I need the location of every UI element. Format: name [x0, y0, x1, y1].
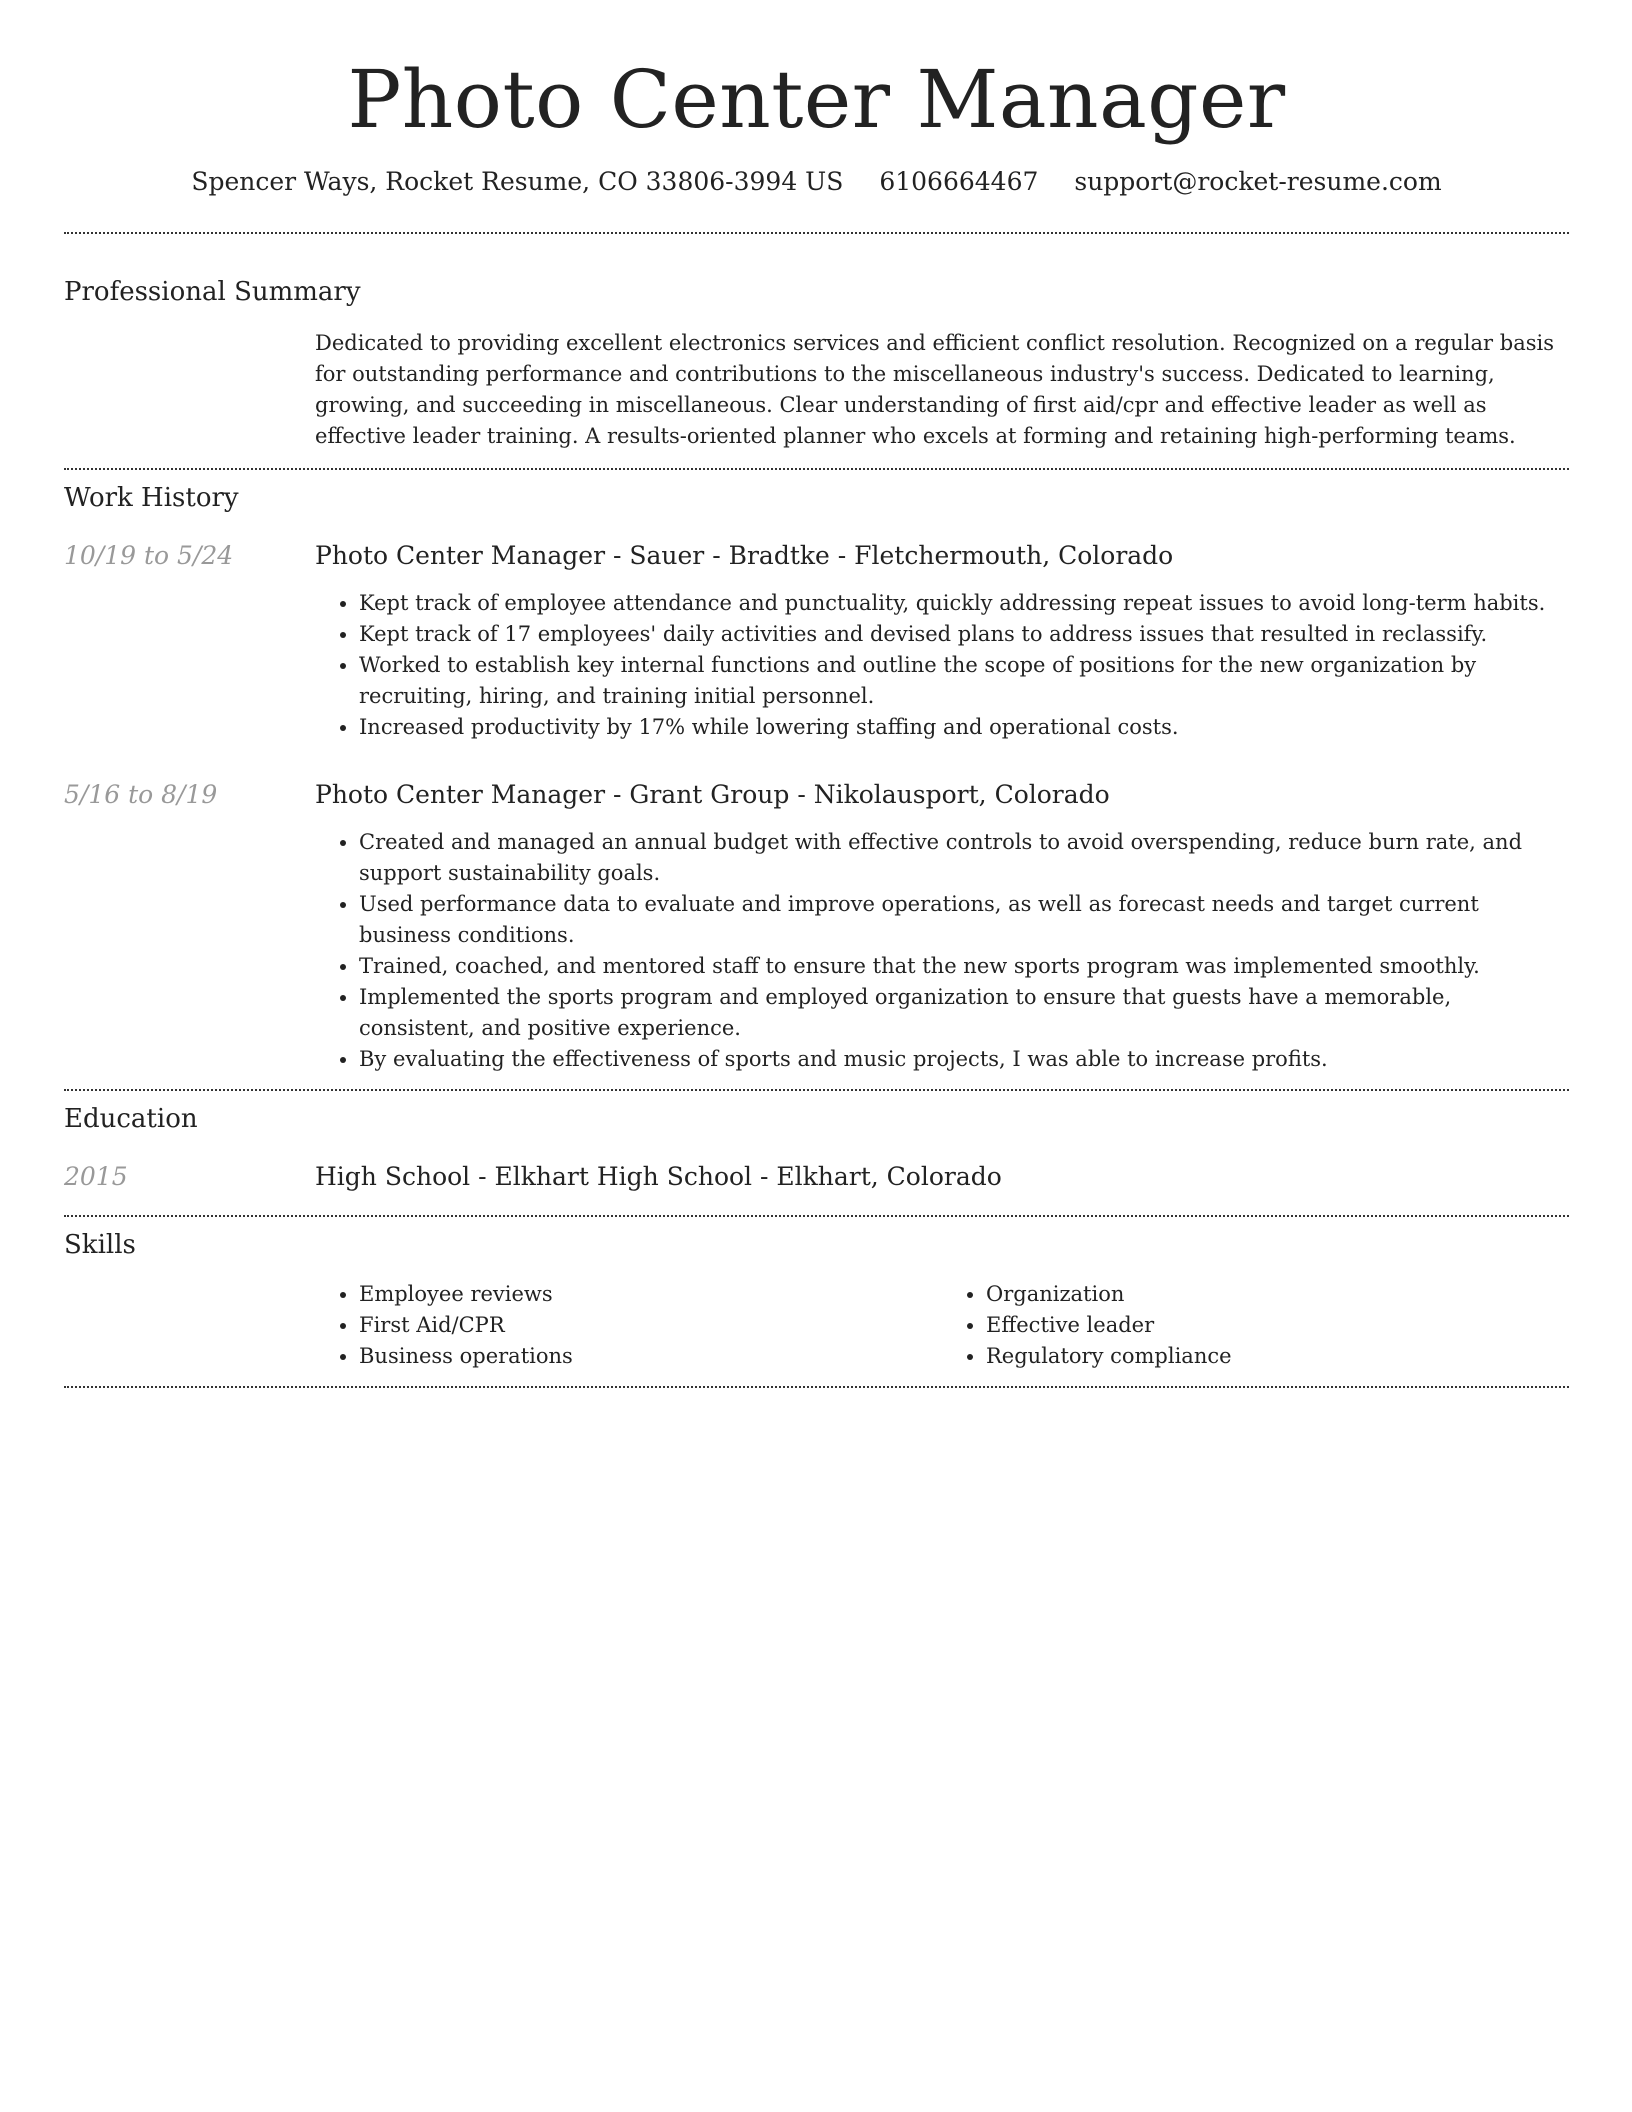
work-title: Work History — [64, 483, 239, 513]
education-section — [64, 1101, 1569, 1195]
work-section — [64, 480, 1569, 1075]
job-bullets — [315, 827, 1569, 1075]
divider — [64, 1386, 1569, 1388]
education-entry — [64, 1159, 1569, 1195]
skills-section — [64, 1227, 1569, 1372]
skill-item: • First Aid/CPR — [359, 1310, 942, 1341]
divider — [64, 1215, 1569, 1217]
summary-section — [64, 274, 1569, 452]
skills-columns — [315, 1279, 1569, 1372]
job-header — [64, 538, 1569, 574]
job-bullet: • Created and managed an annual budget with effective controls to avoid overspending, reduce burn rate, and support sustainability goals. — [359, 827, 1569, 889]
education-title: Education — [64, 1104, 198, 1134]
divider — [64, 1089, 1569, 1091]
job-bullet: • Kept track of 17 employees' daily activities and devised plans to address issues that resulted in reclassify. — [359, 619, 1569, 650]
job-bullet: • By evaluating the effectiveness of sports and music projects, I was able to increase profits. — [359, 1044, 1569, 1075]
skill-item: • Employee reviews — [359, 1279, 942, 1310]
job-bullet: • Used performance data to evaluate and improve operations, as well as forecast needs and target current business conditions. — [359, 889, 1569, 951]
contact-phone: 6106664467 — [879, 167, 1039, 196]
education-dates: 2015 — [64, 1162, 128, 1191]
job-dates: 10/19 to 5/24 — [64, 541, 234, 570]
skills-list-right — [942, 1279, 1569, 1372]
contact-line — [64, 164, 1569, 200]
education-heading: High School - Elkhart High School - Elkhart, Colorado — [315, 1162, 1002, 1191]
job-bullet: • Implemented the sports program and employed organization to ensure that guests have a memorable, consistent, and positive experience. — [359, 982, 1569, 1044]
job-heading: Photo Center Manager - Sauer - Bradtke - Fletchermouth, Colorado — [315, 541, 1174, 570]
resume-page — [64, 0, 1569, 1388]
skill-item: • Regulatory compliance — [986, 1341, 1569, 1372]
contact-address: Spencer Ways, Rocket Resume, CO 33806-3994 US — [191, 167, 844, 196]
job-bullets — [315, 588, 1569, 743]
summary-text: Dedicated to providing excellent electronics services and efficient conflict resolution. Recognized on a regular basis for outstanding performance and contributions to the miscellaneous industry's success. Dedicated to learning, growing, and succeeding in miscellaneous. Clear understanding of first aid/cpr and effective leader as well as effective leader training. A results-oriented planner who excels at forming and retaining high-performing teams. — [315, 331, 1554, 448]
job-header — [64, 777, 1569, 813]
contact-email: support@rocket-resume.com — [1074, 167, 1442, 196]
job-bullet: • Increased productivity by 17% while lowering staffing and operational costs. — [359, 712, 1569, 743]
divider — [64, 468, 1569, 470]
job-bullet: • Trained, coached, and mentored staff to ensure that the new sports program was implemented smoothly. — [359, 951, 1569, 982]
job-entry — [64, 777, 1569, 1075]
divider — [64, 232, 1569, 234]
summary-title: Professional Summary — [64, 277, 361, 307]
job-dates: 5/16 to 8/19 — [64, 780, 218, 809]
skills-list-left — [315, 1279, 942, 1372]
resume-name: Photo Center Manager — [347, 53, 1286, 146]
job-bullet: • Kept track of employee attendance and punctuality, quickly addressing repeat issues to avoid long-term habits. — [359, 588, 1569, 619]
skill-item: • Effective leader — [986, 1310, 1569, 1341]
job-heading: Photo Center Manager - Grant Group - Nikolausport, Colorado — [315, 780, 1110, 809]
skills-title: Skills — [64, 1230, 136, 1260]
skill-item: • Business operations — [359, 1341, 942, 1372]
job-entry — [64, 538, 1569, 743]
job-bullet: • Worked to establish key internal functions and outline the scope of positions for the new organization by recruiting, hiring, and training initial personnel. — [359, 650, 1569, 712]
skill-item: • Organization — [986, 1279, 1569, 1310]
